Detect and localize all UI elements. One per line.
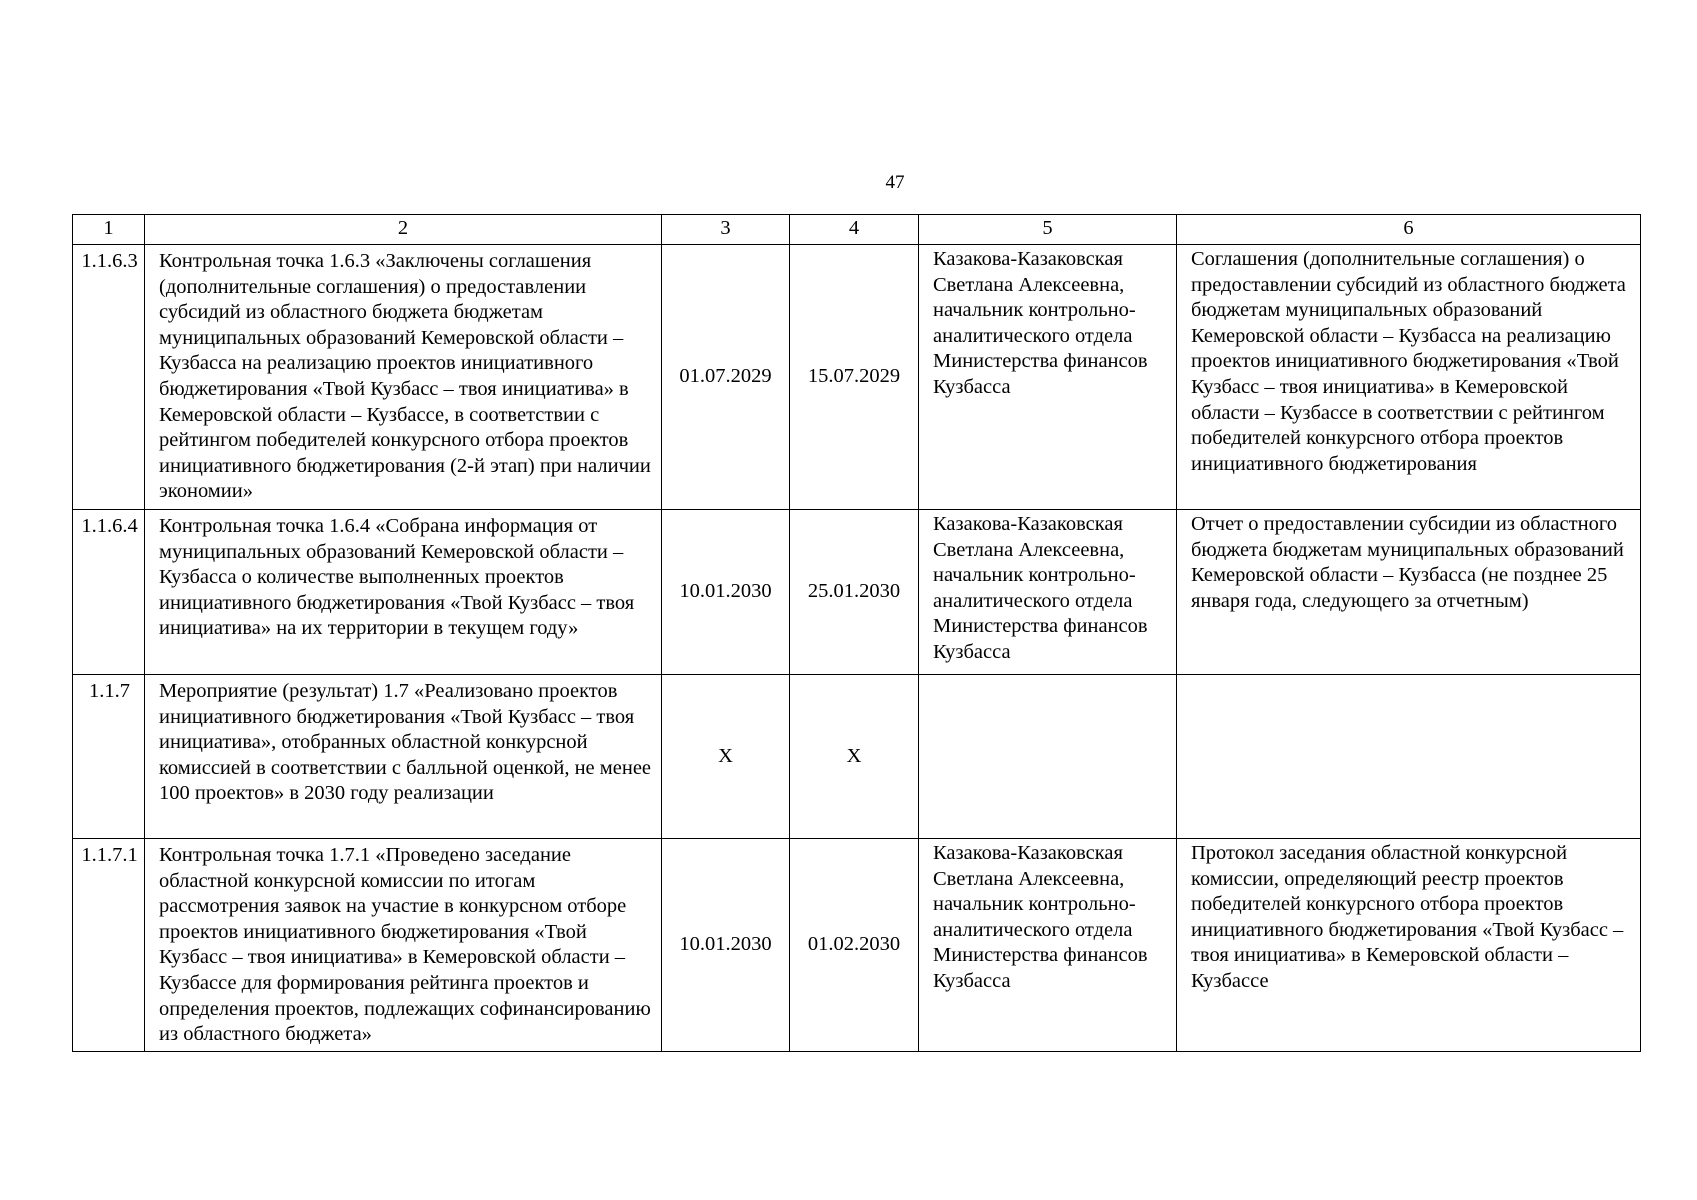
table-row	[73, 839, 1641, 1052]
table-row	[73, 510, 1641, 675]
row-description: Контрольная точка 1.7.1 «Проведено заседание областной конкурсной комиссии по итогам рассмотрения заявок на участие в конкурсном отборе проектов инициативного бюджетирования «Твой Кузбасс – твоя инициатива» в Кемеровской области – Кузбассе для формирования рейтинга проектов и определения проектов, подлежащих софинансированию из областного бюджета»	[145, 839, 662, 1052]
table-row	[73, 675, 1641, 839]
row-number: 1.1.6.3	[73, 245, 145, 510]
result-document: Соглашения (дополнительные соглашения) о предоставлении субсидий из областного бюджета бюджетам муниципальных образований Кемеровской области – Кузбасса на реализацию проектов инициативного бюджетирования «Твой Кузбасс – твоя инициатива» в Кемеровской области – Кузбассе в соответствии с рейтингом победителей конкурсного отбора проектов инициативного бюджетирования	[1177, 245, 1641, 510]
end-date: 01.02.2030	[790, 839, 919, 1052]
control-points-table	[72, 214, 1641, 1052]
table-row	[73, 245, 1641, 510]
start-date: 01.07.2029	[662, 245, 790, 510]
column-header: 4	[790, 215, 919, 245]
result-document: Отчет о предоставлении субсидии из областного бюджета бюджетам муниципальных образований Кемеровской области – Кузбасса (не позднее 25 января года, следующего за отчетным)	[1177, 510, 1641, 675]
responsible-person	[919, 675, 1177, 839]
result-document	[1177, 675, 1641, 839]
end-date: 25.01.2030	[790, 510, 919, 675]
start-date: 10.01.2030	[662, 839, 790, 1052]
end-date: 15.07.2029	[790, 245, 919, 510]
column-header: 3	[662, 215, 790, 245]
column-header: 2	[145, 215, 662, 245]
column-header: 6	[1177, 215, 1641, 245]
table-header-row	[73, 215, 1641, 245]
responsible-person: Казакова-Казаковская Светлана Алексеевна, начальник контрольно-аналитического отдела Министерства финансов Кузбасса	[919, 510, 1177, 675]
row-number: 1.1.6.4	[73, 510, 145, 675]
page-number: 47	[885, 172, 905, 193]
end-date: Х	[790, 675, 919, 839]
responsible-person: Казакова-Казаковская Светлана Алексеевна, начальник контрольно-аналитического отдела Министерства финансов Кузбасса	[919, 839, 1177, 1052]
start-date: 10.01.2030	[662, 510, 790, 675]
responsible-person: Казакова-Казаковская Светлана Алексеевна, начальник контрольно-аналитического отдела Министерства финансов Кузбасса	[919, 245, 1177, 510]
row-description: Контрольная точка 1.6.4 «Собрана информация от муниципальных образований Кемеровской области – Кузбасса о количестве выполненных проектов инициативного бюджетирования «Твой Кузбасс – твоя инициатива» на их территории в текущем году»	[145, 510, 662, 675]
row-number: 1.1.7.1	[73, 839, 145, 1052]
row-description: Мероприятие (результат) 1.7 «Реализовано проектов инициативного бюджетирования «Твой Кузбасс – твоя инициатива», отобранных областной конкурсной комиссией в соответствии с балльной оценкой, не менее 100 проектов» в 2030 году реализации	[145, 675, 662, 839]
start-date: Х	[662, 675, 790, 839]
row-number: 1.1.7	[73, 675, 145, 839]
column-header: 5	[919, 215, 1177, 245]
row-description: Контрольная точка 1.6.3 «Заключены соглашения (дополнительные соглашения) о предоставлении субсидий из областного бюджета бюджетам муниципальных образований Кемеровской области – Кузбасса на реализацию проектов инициативного бюджетирования «Твой Кузбасс – твоя инициатива» в Кемеровской области – Кузбассе, в соответствии с рейтингом победителей конкурсного отбора проектов инициативного бюджетирования (2-й этап) при наличии экономии»	[145, 245, 662, 510]
column-header: 1	[73, 215, 145, 245]
result-document: Протокол заседания областной конкурсной комиссии, определяющий реестр проектов победителей конкурсного отбора проектов инициативного бюджетирования «Твой Кузбасс – твоя инициатива» в Кемеровской области – Кузбассе	[1177, 839, 1641, 1052]
